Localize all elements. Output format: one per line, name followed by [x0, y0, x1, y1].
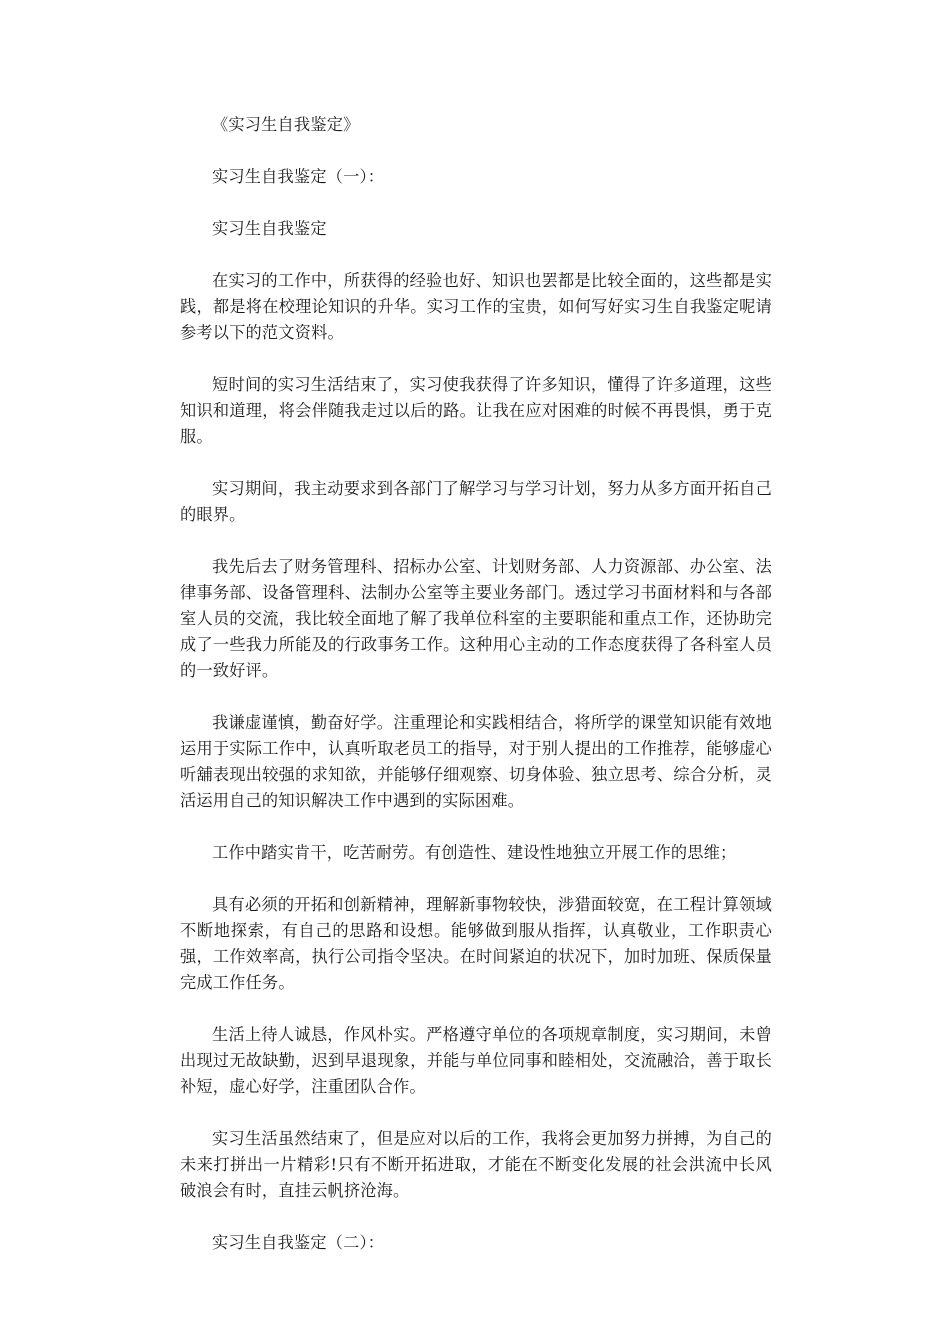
document-title: 《实习生自我鉴定》	[212, 115, 360, 134]
paragraph: 生活上待人诚恳，作风朴实。严格遵守单位的各项规章制度，实习期间，未曾出现过无故缺勤，迟到早退现象，并能与单位同事和睦相处，交流融洽，善于取长补短，虚心好学，注重团队合作。	[180, 1025, 772, 1096]
section-heading-one: 实习生自我鉴定（一）：	[212, 167, 385, 186]
section-heading-two: 实习生自我鉴定（二）：	[212, 1233, 385, 1252]
paragraph: 具有必须的开拓和创新精神，理解新事物较快，涉猎面较宽，在工程计算领域不断地探索，有自己的思路和设想。能够做到服从指挥，认真敬业，工作职责心强，工作效率高，执行公司指令坚决。在时间紧迫的状况下，加时加班、保质保量完成工作任务。	[180, 895, 772, 992]
paragraph: 我谦虚谨慎，勤奋好学。注重理论和实践相结合，将所学的课堂知识能有效地运用于实际工作中，认真听取老员工的指导，对于别人提出的工作推荐，能够虚心听舖表现出较强的求知欲，并能够仔细观察、切身体验、独立思考、综合分析，灵活运用自己的知识解决工作中遇到的实际困难。	[180, 713, 772, 810]
document-body	[180, 112, 772, 1282]
paragraph: 实习期间，我主动要求到各部门了解学习与学习计划，努力从多方面开拓自己的眼界。	[180, 479, 772, 524]
paragraph: 我先后去了财务管理科、招标办公室、计划财务部、人力资源部、办公室、法律事务部、设备管理科、法制办公室等主要业务部门。透过学习书面材料和与各部室人员的交流，我比较全面地了解了我单位科室的主要职能和重点工作，还协助完成了一些我力所能及的行政事务工作。这种用心主动的工作态度获得了各科室人员的一致好评。	[180, 557, 772, 680]
paragraph: 短时间的实习生活结束了，实习使我获得了许多知识，懂得了许多道理，这些知识和道理，将会伴随我走过以后的路。让我在应对困难的时候不再畏惧，勇于克服。	[180, 375, 772, 446]
subheading: 实习生自我鉴定	[212, 219, 327, 238]
paragraph: 在实习的工作中，所获得的经验也好、知识也罢都是比较全面的，这些都是实践，都是将在校理论知识的升华。实习工作的宝贵，如何写好实习生自我鉴定呢请参考以下的范文资料。	[180, 271, 772, 342]
paragraph: 工作中踏实肯干，吃苦耐劳。有创造性、建设性地独立开展工作的思维；	[212, 843, 737, 862]
paragraph: 实习生活虽然结束了，但是应对以后的工作，我将会更加努力拼搏，为自己的未来打拼出一片精彩!只有不断开拓进取，才能在不断变化发展的社会洪流中长风破浪会有时，直挂云帆挤沧海。	[180, 1129, 772, 1200]
